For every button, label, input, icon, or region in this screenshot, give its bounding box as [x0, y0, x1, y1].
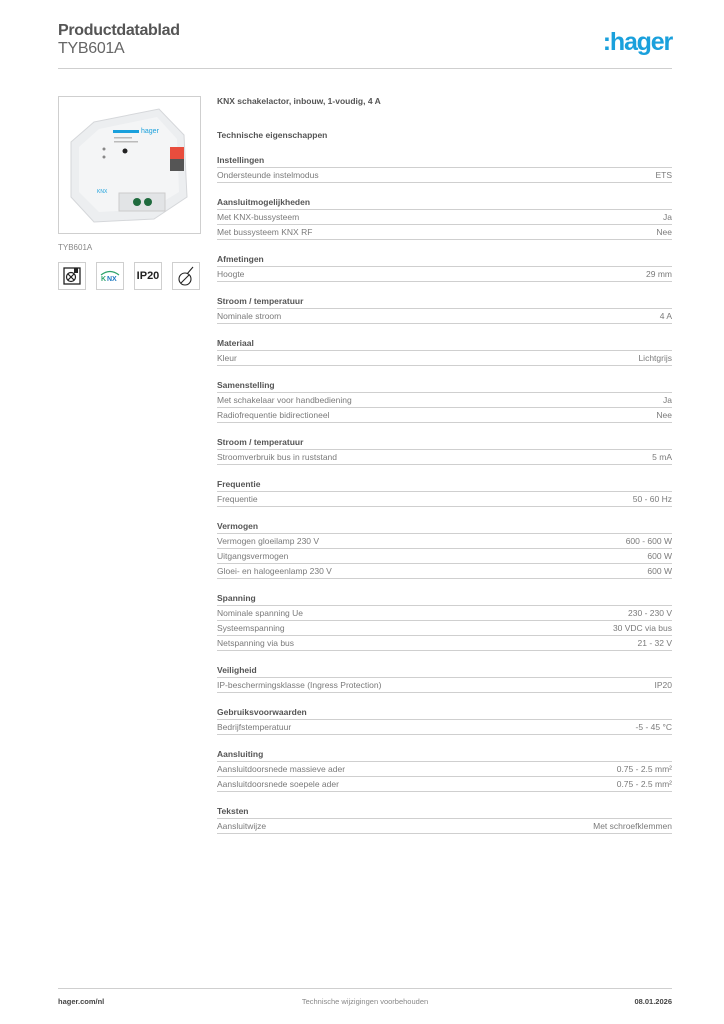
spec-label: Aansluitwijze — [217, 821, 267, 831]
spec-label: Radiofrequentie bidirectioneel — [217, 410, 330, 420]
footer-divider — [58, 988, 672, 989]
spec-value: Nee — [656, 410, 672, 420]
spec-value: IP20 — [654, 680, 672, 690]
svg-text:K: K — [101, 276, 107, 283]
product-code: TYB601A — [58, 40, 125, 57]
product-name: KNX schakelactor, inbouw, 1-voudig, 4 A — [217, 96, 381, 106]
spec-value: ETS — [655, 170, 672, 180]
section-heading: Instellingen — [217, 155, 672, 168]
spec-row — [217, 168, 672, 183]
spec-row — [217, 225, 672, 240]
spec-row — [217, 636, 672, 651]
spec-label: Met KNX-bussysteem — [217, 212, 300, 222]
spec-label: Bedrijfstemperatuur — [217, 722, 292, 732]
svg-text:KNX: KNX — [97, 189, 108, 195]
spec-row — [217, 819, 672, 834]
document-date: 08.01.2026 — [634, 997, 672, 1006]
spec-label: Aansluitdoorsnede soepele ader — [217, 779, 339, 789]
spec-row — [217, 621, 672, 636]
section-heading: Veiligheid — [217, 665, 672, 678]
section-heading: Aansluitmogelijkheden — [217, 197, 672, 210]
spec-value: 50 - 60 Hz — [632, 494, 672, 504]
spec-row — [217, 492, 672, 507]
spec-section — [217, 437, 672, 465]
section-heading: Stroom / temperatuur — [217, 437, 672, 450]
spec-label: Hoogte — [217, 269, 245, 279]
spec-label: Kleur — [217, 353, 237, 363]
spec-value: 5 mA — [652, 452, 672, 462]
spec-value: Met schroefklemmen — [593, 821, 672, 831]
spec-row — [217, 606, 672, 621]
spec-value: Lichtgrijs — [638, 353, 672, 363]
product-photo-icon — [59, 97, 200, 233]
spec-section — [217, 749, 672, 792]
spec-section — [217, 254, 672, 282]
spec-row — [217, 210, 672, 225]
spec-value: 0.75 - 2.5 mm² — [616, 764, 672, 774]
section-heading: Stroom / temperatuur — [217, 296, 672, 309]
header-divider — [58, 68, 672, 69]
section-title: Technische eigenschappen — [217, 130, 328, 140]
spec-label: Met schakelaar voor handbediening — [217, 395, 352, 405]
spec-label: Nominale stroom — [217, 311, 282, 321]
svg-text:NX: NX — [107, 276, 117, 283]
website-link[interactable]: hager.com/nl — [58, 997, 105, 1006]
spec-value: 600 - 600 W — [625, 536, 672, 546]
spec-row — [217, 351, 672, 366]
spec-row — [217, 549, 672, 564]
section-heading: Samenstelling — [217, 380, 672, 393]
spec-section — [217, 197, 672, 240]
spec-row — [217, 408, 672, 423]
section-heading: Spanning — [217, 593, 672, 606]
spec-section — [217, 806, 672, 834]
spec-section — [217, 707, 672, 735]
spec-label: Nominale spanning Ue — [217, 608, 303, 618]
flush-mount-icon — [58, 262, 86, 290]
spec-row — [217, 534, 672, 549]
spec-sections — [217, 155, 672, 834]
spec-section — [217, 380, 672, 423]
section-heading: Afmetingen — [217, 254, 672, 267]
section-heading: Vermogen — [217, 521, 672, 534]
spec-row — [217, 564, 672, 579]
section-heading: Teksten — [217, 806, 672, 819]
spec-row — [217, 393, 672, 408]
product-image — [58, 96, 201, 234]
ball-pressure-test-icon — [172, 262, 200, 290]
page-header — [58, 20, 672, 70]
spec-value: 30 VDC via bus — [612, 623, 672, 633]
spec-section — [217, 479, 672, 507]
spec-section — [217, 338, 672, 366]
spec-label: Systeemspanning — [217, 623, 285, 633]
spec-content — [217, 96, 672, 834]
spec-label: Aansluitdoorsnede massieve ader — [217, 764, 346, 774]
spec-label: Ondersteunde instelmodus — [217, 170, 319, 180]
spec-row — [217, 267, 672, 282]
spec-label: Uitgangsvermogen — [217, 551, 289, 561]
spec-value: Nee — [656, 227, 672, 237]
spec-section — [217, 665, 672, 693]
section-heading: Gebruiksvoorwaarden — [217, 707, 672, 720]
ip20-icon: IP20 — [134, 262, 162, 290]
spec-label: Vermogen gloeilamp 230 V — [217, 536, 320, 546]
spec-value: Ja — [663, 395, 672, 405]
spec-section — [217, 155, 672, 183]
spec-value: 600 W — [647, 551, 672, 561]
section-heading: Materiaal — [217, 338, 672, 351]
spec-value: 21 - 32 V — [637, 638, 672, 648]
spec-row — [217, 309, 672, 324]
spec-value: 230 - 230 V — [628, 608, 672, 618]
svg-text:hager: hager — [141, 128, 159, 135]
spec-label: Met bussysteem KNX RF — [217, 227, 313, 237]
spec-label: Stroomverbruik bus in ruststand — [217, 452, 337, 462]
spec-value: 4 A — [659, 311, 672, 321]
spec-label: IP-beschermingsklasse (Ingress Protection) — [217, 680, 382, 690]
hager-logo: :hager — [602, 28, 672, 56]
certification-icons — [58, 262, 200, 290]
spec-section — [217, 296, 672, 324]
spec-label: Gloei- en halogeenlamp 230 V — [217, 566, 332, 576]
spec-value: -5 - 45 °C — [635, 722, 672, 732]
spec-row — [217, 450, 672, 465]
spec-row — [217, 720, 672, 735]
knx-logo-icon — [96, 262, 124, 290]
section-heading: Frequentie — [217, 479, 672, 492]
spec-value: 600 W — [647, 566, 672, 576]
spec-value: Ja — [663, 212, 672, 222]
section-heading: Aansluiting — [217, 749, 672, 762]
spec-row — [217, 777, 672, 792]
spec-value: 29 mm — [646, 269, 672, 279]
spec-value: 0.75 - 2.5 mm² — [616, 779, 672, 789]
spec-section — [217, 521, 672, 579]
spec-label: Netspanning via bus — [217, 638, 295, 648]
disclaimer: Technische wijzigingen voorbehouden — [301, 997, 429, 1006]
spec-label: Frequentie — [217, 494, 258, 504]
image-caption: TYB601A — [58, 243, 93, 252]
spec-row — [217, 762, 672, 777]
document-title: Productdatablad — [58, 22, 180, 39]
spec-section — [217, 593, 672, 651]
spec-row — [217, 678, 672, 693]
